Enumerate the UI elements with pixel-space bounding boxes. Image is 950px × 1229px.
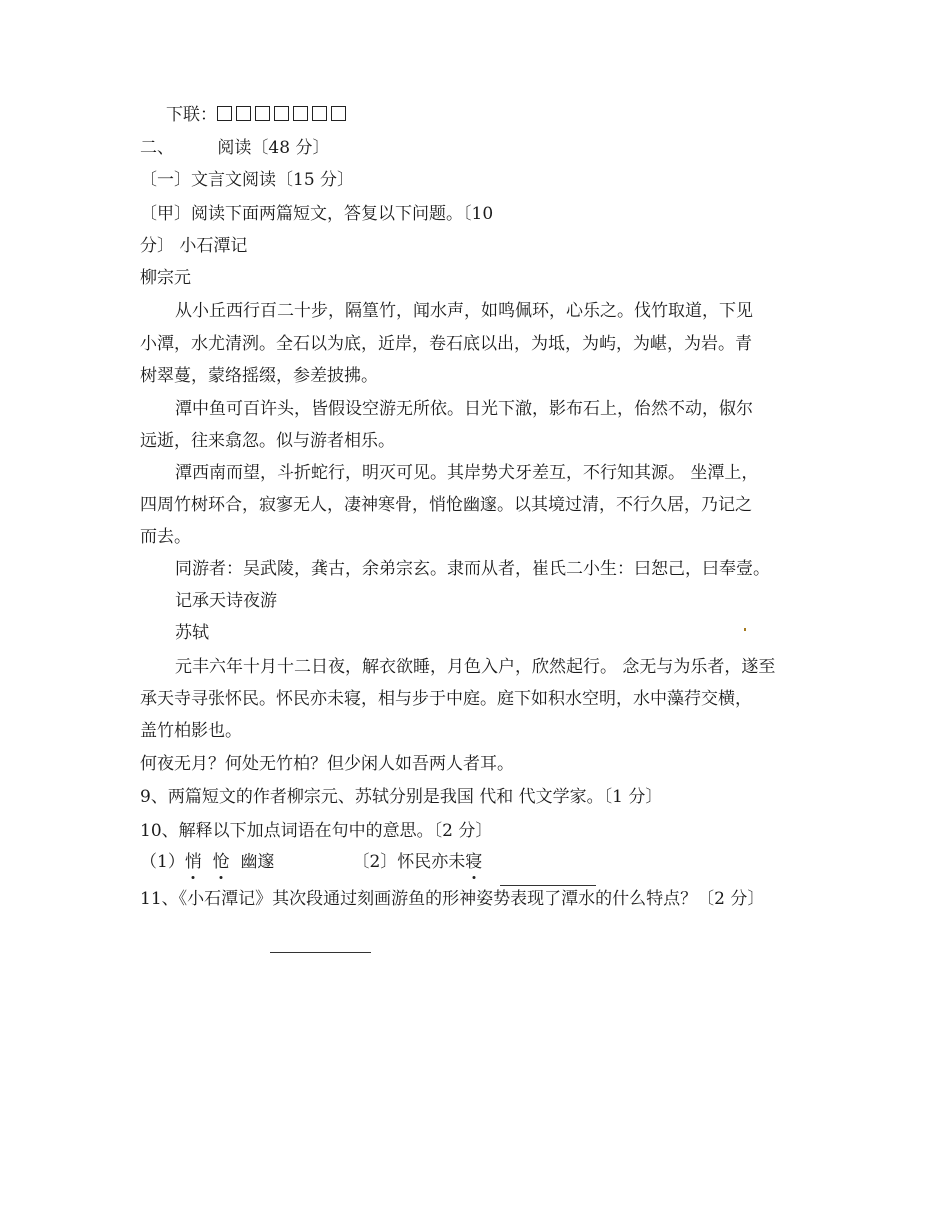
- instruction-line-2: 分〕 小石潭记: [140, 236, 248, 256]
- text2-line: 何夜无月？何处无竹柏？但少闲人如吾两人者耳。: [140, 754, 514, 774]
- text1-line: 从小丘西行百二十步，隔篁竹，闻水声，如鸣佩环，心乐之。伐竹取道，下见: [175, 301, 753, 321]
- dotted-char: 怆: [212, 852, 230, 872]
- dotted-char: 寝: [465, 852, 483, 872]
- text2-title: 记承天诗夜游: [175, 591, 277, 611]
- text1-line: 同游者：吴武陵，龚古，余弟宗玄。隶而从者，崔氏二小生：曰恕己，曰奉壹。: [175, 559, 770, 579]
- text-overline: [500, 885, 596, 886]
- text1-line: 远逝，往来翕忽。似与游者相乐。: [140, 431, 395, 451]
- text1-line: 小潭，水尤清洌。全石以为底，近岸，卷石底以出，为坻，为屿，为嵁，为岩。青: [140, 334, 752, 354]
- part-heading: 〔一〕文言文阅读〔15 分〕: [140, 170, 355, 190]
- author-liu: 柳宗元: [140, 268, 191, 288]
- text1-line: 树翠蔓，蒙络摇缀，参差披拂。: [140, 366, 378, 386]
- section-title: 阅读〔48 分〕: [217, 138, 330, 158]
- dotted-char: 悄: [184, 852, 202, 872]
- text2-line: 承天寺寻张怀民。怀民亦未寝，相与步于中庭。庭下如积水空明，水中藻荇交横，: [140, 689, 752, 709]
- q10-item2-prefix: 〔2〕怀民亦未: [352, 852, 466, 872]
- text1-line: 潭西南而望，斗折蛇行，明灭可见。其岸势犬牙差互，不行知其源。 坐潭上，: [175, 463, 759, 483]
- text1-line: 而去。: [140, 527, 191, 547]
- couplet-line: [166, 104, 350, 126]
- q10-item1-rest: 幽邃: [240, 852, 275, 872]
- question-9: 9、两篇短文的作者柳宗元、苏轼分别是我国 代和 代文学家。〔1 分〕: [140, 787, 663, 807]
- instruction-line-1: 〔甲〕阅读下面两篇短文，答复以下问题。〔10: [140, 204, 494, 224]
- q10-item1-prefix: （1）: [140, 852, 185, 872]
- question-11: 11、《小石潭记》其次段通过刻画游鱼的形神姿势表现了潭水的什么特点？〔2 分〕: [140, 889, 765, 909]
- stray-mark: [744, 628, 746, 631]
- author-su: 苏轼: [175, 623, 209, 643]
- text2-line: 元丰六年十月十二日夜，解衣欲睡，月色入户，欣然起行。 念无与为乐者，遂至: [175, 657, 776, 677]
- text2-line: 盖竹柏影也。: [140, 721, 242, 741]
- answer-blank-line: [270, 952, 371, 953]
- section-number: 二、: [140, 138, 174, 158]
- couplet-label: 下联：: [166, 105, 217, 125]
- question-10: 10、解释以下加点词语在句中的意思。〔2 分〕: [140, 821, 493, 841]
- text1-line: 潭中鱼可百许头，皆假设空游无所依。日光下澈，影布石上，佁然不动，俶尔: [175, 399, 753, 419]
- text1-line: 四周竹树环合，寂寥无人，凄神寒骨，悄怆幽邃。以其境过清，不行久居，乃记之: [140, 495, 752, 515]
- answer-boxes: [217, 105, 350, 125]
- section-heading: [140, 137, 329, 159]
- question-10-items: [140, 851, 482, 873]
